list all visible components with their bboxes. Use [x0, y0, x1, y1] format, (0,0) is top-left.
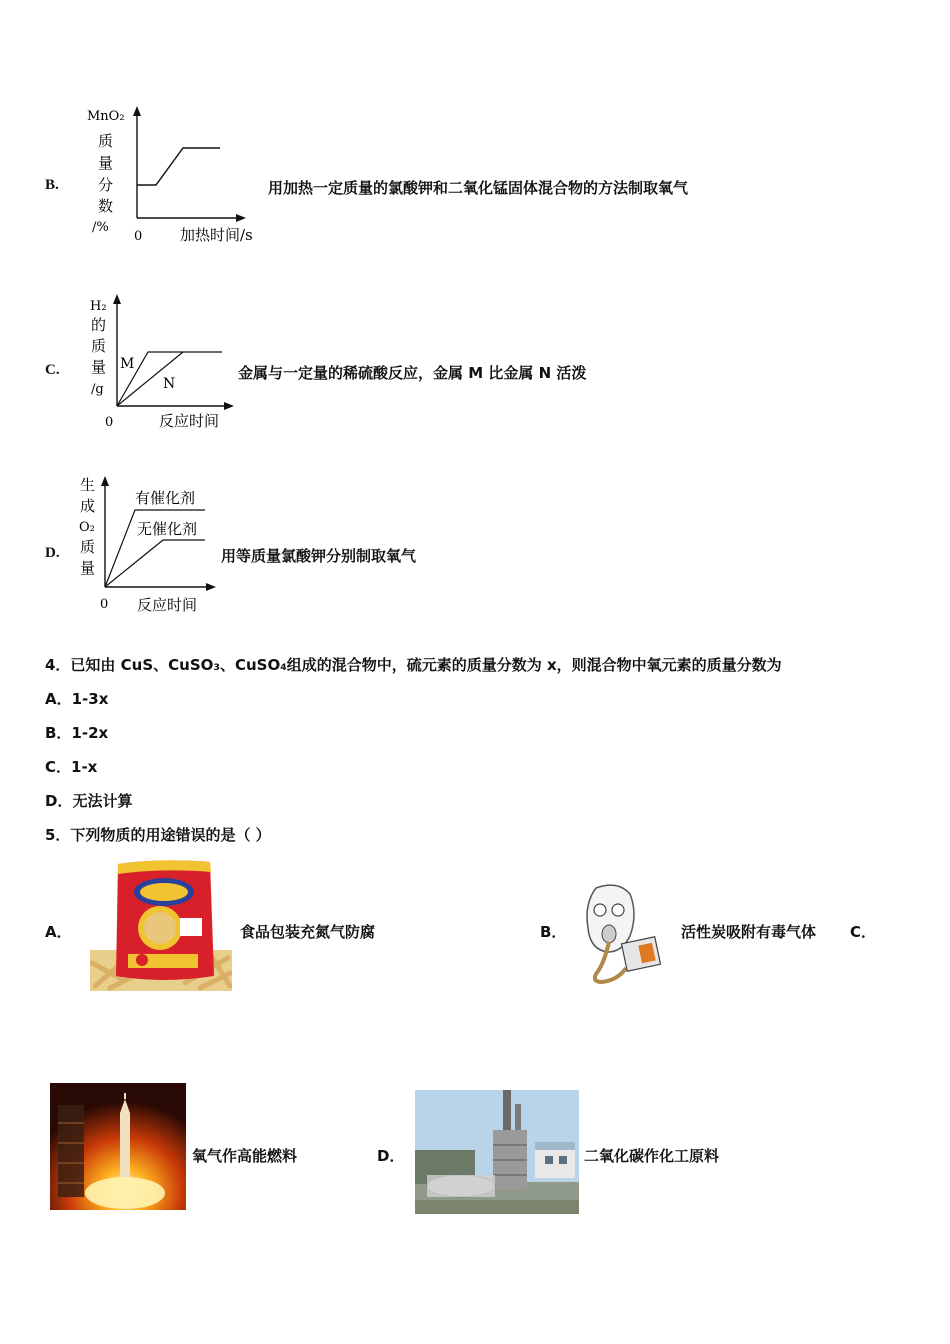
- question-5-option-c-letter: C．: [850, 923, 877, 941]
- question-4-option-c: C．1-x: [45, 758, 98, 776]
- graph-d-ylabel-0: 生: [80, 476, 96, 494]
- graph-b: [80, 100, 270, 250]
- question-5-option-b-text: 活性炭吸附有毒气体: [681, 923, 817, 941]
- rocket-launch-image: [50, 1083, 186, 1210]
- question-5-option-a-text: 食品包装充氮气防腐: [240, 923, 376, 941]
- graph-b-xlabel: 加热时间/s: [180, 226, 253, 244]
- question-4-option-b: B．1-2x: [45, 724, 109, 742]
- option-d-text: 用等质量氯酸钾分别制取氧气: [221, 547, 417, 565]
- graph-b-ylabel-1: 质: [98, 132, 114, 150]
- question-5-option-a-letter: A．: [45, 923, 72, 941]
- snack-bag-image: [90, 858, 232, 991]
- graph-b-ylabel-0: MnO₂: [87, 109, 125, 124]
- graph-b-ylabel-4: 数: [98, 197, 114, 215]
- graph-d-ylabel-3: 质: [80, 538, 96, 556]
- question-5-option-c-text: 氧气作高能燃料: [192, 1147, 298, 1165]
- question-5-stem: 5．下列物质的用途错误的是（ ）: [45, 826, 271, 844]
- option-b-letter: B.: [45, 177, 59, 193]
- graph-d-ylabel-2: O₂: [79, 520, 95, 535]
- graph-c-ylabel-4: /g: [91, 382, 104, 397]
- option-b-text: 用加热一定质量的氯酸钾和二氧化锰固体混合物的方法制取氧气: [268, 179, 689, 197]
- graph-c: [80, 288, 240, 438]
- option-c-text: 金属与一定量的稀硫酸反应，金属 M 比金属 N 活泼: [238, 364, 587, 382]
- graph-c-series-n: N: [163, 376, 176, 392]
- graph-b-ylabel-5: /%: [92, 220, 109, 235]
- question-5-option-b-letter: B．: [540, 923, 567, 941]
- option-d-letter: D.: [45, 545, 60, 561]
- graph-d-ylabel-1: 成: [80, 497, 96, 515]
- graph-c-origin: 0: [105, 415, 114, 430]
- graph-c-ylabel-3: 量: [91, 358, 107, 376]
- gas-mask-image: [578, 882, 668, 987]
- graph-d-series-catalyst: 有催化剂: [135, 489, 196, 507]
- graph-d-series-no-catalyst: 无催化剂: [137, 520, 198, 538]
- question-5-option-d-letter: D．: [377, 1147, 405, 1165]
- question-4-stem: 4．已知由 CuS、CuSO₃、CuSO₄组成的混合物中，硫元素的质量分数为 x，则混合物中氧元素的质量分数为: [45, 656, 782, 674]
- graph-b-ylabel-3: 分: [98, 176, 114, 194]
- graph-c-xlabel: 反应时间: [159, 412, 220, 430]
- graph-b-origin: 0: [134, 229, 143, 244]
- graph-d-xlabel: 反应时间: [137, 596, 198, 614]
- graph-d-ylabel-4: 量: [80, 559, 96, 577]
- graph-c-ylabel-2: 质: [91, 337, 107, 355]
- graph-c-series-m: M: [120, 356, 135, 372]
- option-c-letter: C.: [45, 362, 60, 378]
- graph-d-origin: 0: [100, 597, 109, 612]
- graph-c-ylabel-1: 的: [91, 316, 107, 334]
- graph-c-ylabel-0: H₂: [90, 299, 107, 314]
- question-5-option-d-text: 二氧化碳作化工原料: [584, 1147, 720, 1165]
- question-4-option-d: D．无法计算: [45, 792, 133, 810]
- question-4-option-a: A．1-3x: [45, 690, 109, 708]
- graph-b-ylabel-2: 量: [98, 154, 114, 172]
- chemical-plant-image: [415, 1090, 579, 1214]
- graph-d: [75, 470, 235, 620]
